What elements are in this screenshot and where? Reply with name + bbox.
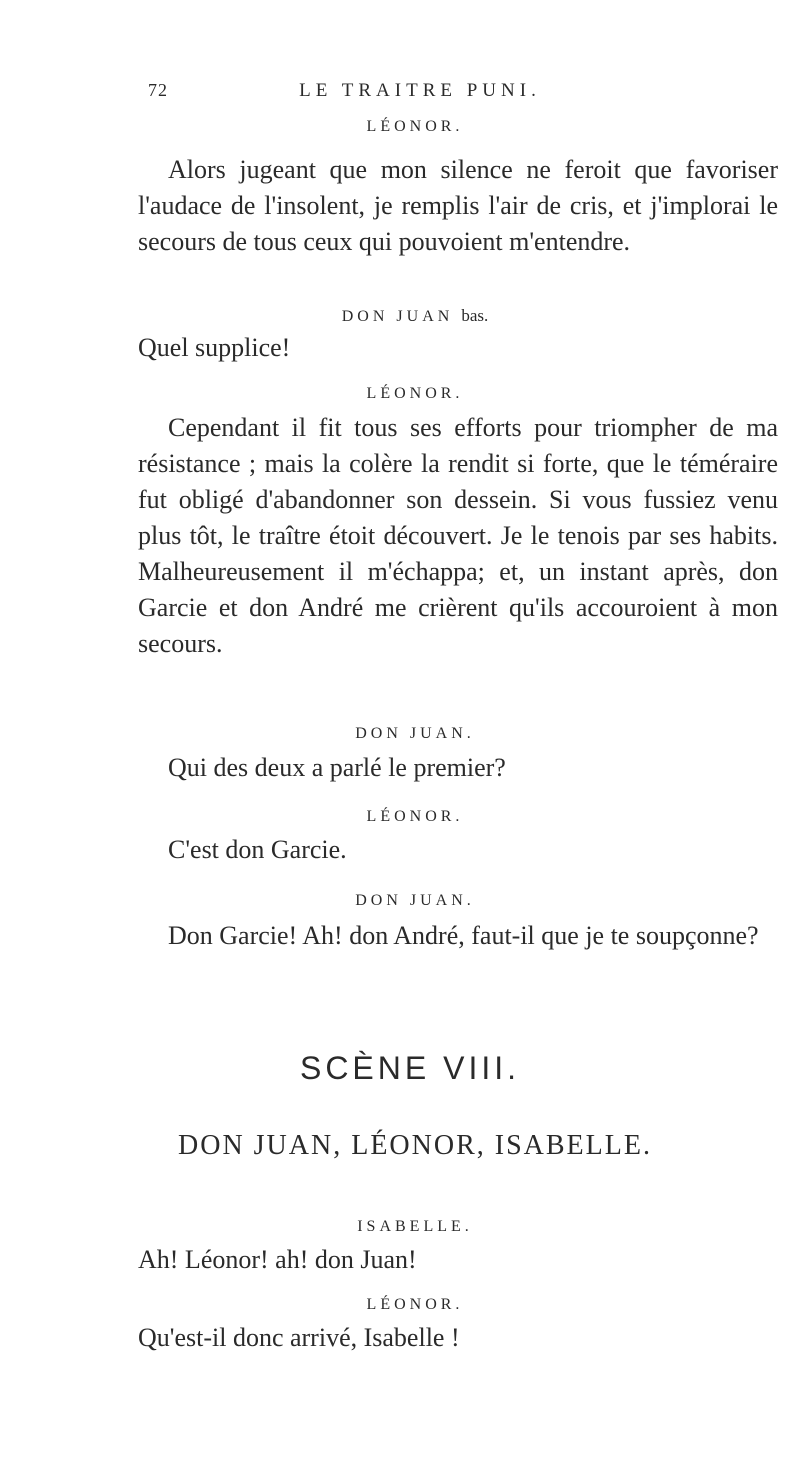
dialogue-text: Qui des deux a parlé le premier? xyxy=(168,753,506,782)
dialogue-text: Qu'est-il donc arrivé, Isabelle ! xyxy=(138,1323,460,1352)
speaker-label: DON JUAN. xyxy=(355,725,475,742)
speaker-label: LÉONOR. xyxy=(366,808,464,825)
dialogue-text: Alors jugeant que mon silence ne feroit que favoriser l'audace de l'insolent, je remplis l'air de cris, et j'implorai le secours de tous ceux qui pouvoient m'entendre. xyxy=(138,155,778,256)
stage-direction: bas. xyxy=(461,306,489,325)
speaker-label: LÉONOR. xyxy=(366,385,464,402)
speaker-label: LÉONOR. xyxy=(366,118,464,135)
speaker-name xyxy=(0,892,800,910)
dialogue-text: Cependant il fit tous ses efforts pour triompher de ma résistance ; mais la colère la rendit si forte, que le téméraire fut obligé d'abandonner son dessein. Si vous fussiez venu plus tôt, le traître étoit découvert. Je le tenois par ses habits. Malheureusement il m'échappa; et, un instant après, don Garcie et don André me crièrent qu'ils accouroient à mon secours. xyxy=(138,413,778,658)
scene-characters: DON JUAN, LÉONOR, ISABELLE. xyxy=(178,1130,652,1161)
page-number: 72 xyxy=(148,80,168,100)
dialogue-text: Don Garcie! Ah! don André, faut-il que je te soupçonne? xyxy=(168,921,759,950)
dialogue-text: Quel supplice! xyxy=(138,333,291,362)
running-title: LE TRAITRE PUNI. xyxy=(299,80,541,101)
speaker-name xyxy=(0,1218,800,1236)
speaker-label: ISABELLE. xyxy=(357,1218,473,1235)
scene-title: SCÈNE VIII. xyxy=(299,1050,521,1086)
speaker-name xyxy=(0,118,800,136)
speaker-label: DON JUAN. xyxy=(355,892,475,909)
speaker-name xyxy=(0,725,800,743)
speaker-label: DON JUAN xyxy=(341,308,454,325)
speaker-name xyxy=(0,385,800,403)
dialogue-text: Ah! Léonor! ah! don Juan! xyxy=(138,1245,417,1274)
speaker-name xyxy=(0,808,800,826)
speaker-label: LÉONOR. xyxy=(366,1296,464,1313)
speaker-name xyxy=(0,306,800,326)
dialogue-text: C'est don Garcie. xyxy=(168,835,347,864)
speaker-name xyxy=(0,1296,800,1314)
